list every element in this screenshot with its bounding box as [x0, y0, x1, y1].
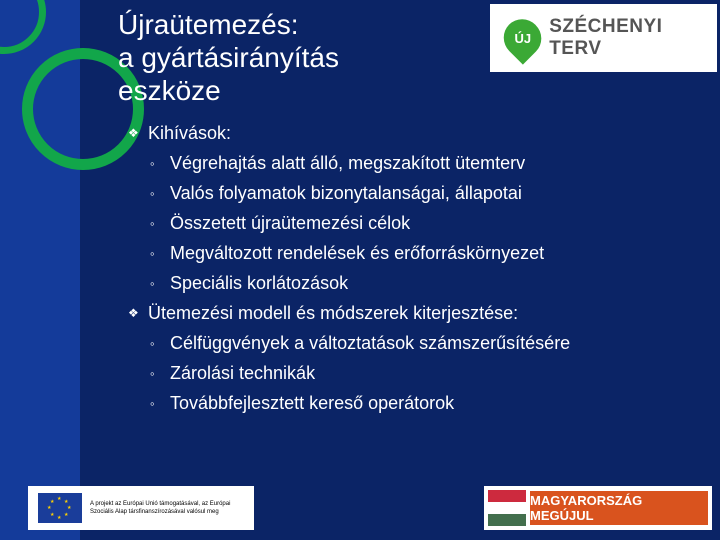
sub-bullet-item [128, 358, 718, 388]
circle-bullet-icon: ◦ [150, 395, 155, 411]
szechenyi-logo [490, 4, 717, 72]
hungarian-flag-icon [488, 490, 526, 526]
location-pin-icon [496, 11, 549, 64]
title-line-1: Újraütemezés: [118, 9, 299, 40]
circle-bullet-icon: ◦ [150, 365, 155, 381]
bullet-item [128, 298, 718, 328]
circle-bullet-icon: ◦ [150, 185, 155, 201]
bullet-marker-icon: ❖ [128, 126, 139, 140]
logo-brand-text: SZÉCHENYI TERV [549, 16, 663, 59]
eu-funding-text: A projekt az Európai Unió támogatásával, az Európai Szociális Alap társfinanszírozásával valósul meg [90, 501, 231, 515]
bullet-item [128, 118, 718, 148]
sub-bullet-item [128, 148, 718, 178]
bullet-text: Összetett újraütemezési célok [170, 212, 411, 233]
bullet-marker-icon: ❖ [128, 306, 139, 320]
sub-bullet-item [128, 268, 718, 298]
bullet-text: Végrehajtás alatt álló, megszakított ütemterv [170, 152, 526, 173]
circle-bullet-icon: ◦ [150, 335, 155, 351]
circle-bullet-icon: ◦ [150, 215, 155, 231]
bullet-text: Továbbfejlesztett kereső operátorok [170, 392, 455, 413]
megujul-banner: MAGYARORSZÁG MEGÚJUL [530, 491, 708, 525]
bullet-list [128, 118, 718, 418]
sub-bullet-item [128, 388, 718, 418]
bullet-text: Megváltozott rendelések és erőforráskörnyezet [170, 242, 545, 263]
bullet-text: Zárolási technikák [170, 362, 316, 383]
sub-bullet-item [128, 238, 718, 268]
bullet-text: Speciális korlátozások [170, 272, 349, 293]
circle-bullet-icon: ◦ [150, 155, 155, 171]
slide-title [118, 8, 408, 107]
magyarorszag-megujul-logo [484, 486, 712, 530]
sub-bullet-item [128, 178, 718, 208]
bullet-text: Valós folyamatok bizonytalanságai, állapotai [170, 182, 522, 203]
eu-flag-icon: ★ ★ ★ ★ ★ ★ ★ ★ [38, 493, 82, 523]
sub-bullet-item [128, 208, 718, 238]
logo-pin-text: ÚJ [514, 30, 531, 46]
bullet-text: Célfüggvények a változtatások számszerűsítésére [170, 332, 571, 353]
title-line-3: eszköze [118, 75, 221, 106]
eu-footer-logo [28, 486, 254, 530]
sub-bullet-item [128, 328, 718, 358]
circle-bullet-icon: ◦ [150, 275, 155, 291]
bullet-text: Kihívások: [148, 122, 232, 143]
circle-bullet-icon: ◦ [150, 245, 155, 261]
title-line-2: a gyártásirányítás [118, 42, 339, 73]
bullet-text: Ütemezési modell és módszerek kiterjesztése: [148, 302, 519, 323]
